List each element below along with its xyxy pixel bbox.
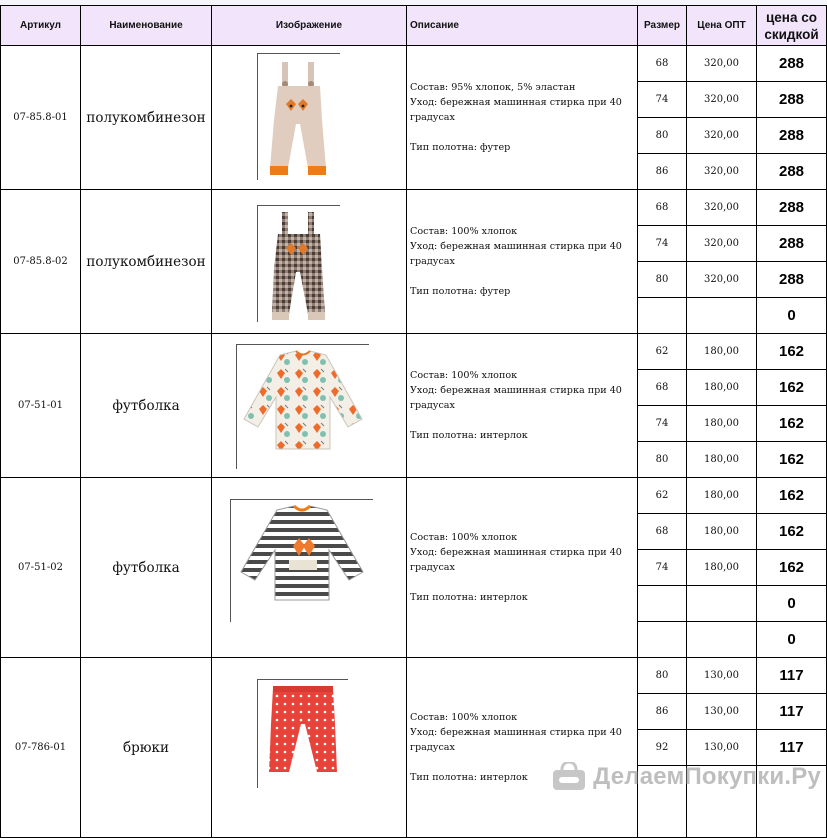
size-cell[interactable]: 68 [638,370,687,406]
description-line: Состав: 100% хлопок [410,712,518,723]
header-article[interactable]: Артикул [0,5,81,46]
beige-overalls-with-fox-image[interactable] [257,53,340,180]
product-image-cell[interactable] [212,658,407,838]
discount-price-cell[interactable]: 162 [757,478,827,514]
description-line: Тип полотна: интерлок [410,592,528,603]
description-cell[interactable] [407,658,638,838]
header-description[interactable]: Описание [407,5,638,46]
header-name[interactable]: Наименование [81,5,212,46]
article-cell[interactable]: 07-51-02 [0,478,81,658]
wholesale-price-cell[interactable]: 320,00 [687,82,757,118]
description-line: Состав: 100% хлопок [410,370,518,381]
wholesale-price-cell[interactable]: 180,00 [687,370,757,406]
discount-price-cell[interactable]: 162 [757,370,827,406]
plaid-overalls-with-fox-image[interactable] [257,205,340,322]
article-cell[interactable]: 07-51-01 [0,334,81,478]
wholesale-price-cell[interactable]: 180,00 [687,514,757,550]
description-line: Уход: бережная машинная стирка при 40 [410,385,622,396]
size-cell[interactable]: 80 [638,442,687,478]
size-cell[interactable] [638,298,687,334]
description-line: градусах [410,112,455,123]
description-cell[interactable] [407,478,638,658]
wholesale-price-cell[interactable]: 320,00 [687,262,757,298]
header-discount-price[interactable] [757,5,827,46]
wholesale-price-cell[interactable]: 130,00 [687,730,757,766]
description-line: Тип полотна: футер [410,142,511,153]
description-line: градусах [410,256,455,267]
description-line: Уход: бережная машинная стирка при 40 [410,97,622,108]
wholesale-price-cell[interactable]: 320,00 [687,154,757,190]
wholesale-price-cell[interactable] [687,586,757,622]
size-cell[interactable]: 80 [638,118,687,154]
description-gap [410,269,637,284]
red-polka-dot-pants-image[interactable] [257,679,348,788]
size-cell[interactable]: 86 [638,694,687,730]
discount-price-cell[interactable]: 162 [757,514,827,550]
product-name-cell[interactable]: брюки [81,658,212,838]
wholesale-price-cell[interactable]: 320,00 [687,190,757,226]
discount-price-cell[interactable]: 288 [757,118,827,154]
header-discount-line2: скидкой [764,26,819,42]
discount-price-cell[interactable]: 162 [757,442,827,478]
size-cell[interactable]: 68 [638,190,687,226]
discount-price-cell[interactable]: 0 [757,622,827,658]
wholesale-price-cell[interactable] [687,622,757,658]
header-image[interactable]: Изображение [212,5,407,46]
wholesale-price-cell[interactable]: 180,00 [687,550,757,586]
wholesale-price-cell[interactable]: 180,00 [687,478,757,514]
description-line: Уход: бережная машинная стирка при 40 [410,241,622,252]
wholesale-price-cell[interactable]: 320,00 [687,118,757,154]
product-image-cell[interactable] [212,46,407,190]
size-cell[interactable]: 86 [638,154,687,190]
wholesale-price-cell[interactable]: 130,00 [687,694,757,730]
description-line: градусах [410,742,455,753]
discount-price-cell[interactable]: 0 [757,586,827,622]
size-cell[interactable] [638,586,687,622]
plaid-overalls-with-fox-image-graphic [264,210,334,324]
discount-price-cell[interactable]: 288 [757,82,827,118]
wholesale-price-cell[interactable] [687,298,757,334]
discount-price-cell[interactable]: 162 [757,334,827,370]
product-name-cell[interactable]: полукомбинезон [81,46,212,190]
product-image-cell[interactable] [212,478,407,658]
description-line: Тип полотна: футер [410,286,511,297]
beige-overalls-with-fox-image-graphic [264,58,334,182]
description-line: Уход: бережная машинная стирка при 40 [410,727,622,738]
discount-price-cell[interactable]: 117 [757,694,827,730]
discount-price-cell[interactable]: 162 [757,550,827,586]
description-line: Состав: 95% хлопок, 5% эластан [410,82,576,93]
wholesale-price-cell[interactable]: 320,00 [687,226,757,262]
product-name-cell[interactable]: футболка [81,478,212,658]
fox-print-longsleeve-image[interactable] [236,344,369,469]
discount-price-cell[interactable]: 288 [757,226,827,262]
size-cell[interactable]: 80 [638,262,687,298]
description-cell[interactable] [407,190,638,334]
wholesale-price-cell[interactable]: 180,00 [687,334,757,370]
size-cell[interactable]: 74 [638,226,687,262]
size-cell[interactable]: 74 [638,406,687,442]
description-line: Тип полотна: интерлок [410,772,528,783]
description-line: градусах [410,400,455,411]
size-cell[interactable]: 92 [638,730,687,766]
article-cell[interactable]: 07-786-01 [0,658,81,838]
discount-price-cell[interactable]: 0 [757,298,827,334]
description-gap [410,575,637,590]
fox-print-longsleeve-image-graphic [238,349,368,453]
size-cell[interactable] [638,622,687,658]
discount-price-cell[interactable]: 288 [757,190,827,226]
discount-price-cell[interactable]: 117 [757,658,827,694]
header-discount-line1: цена со [766,9,817,25]
discount-price-cell[interactable]: 162 [757,406,827,442]
wholesale-price-cell[interactable]: 320,00 [687,46,757,82]
description-line: Состав: 100% хлопок [410,532,518,543]
striped-longsleeve-fox-image-graphic [237,504,367,604]
description-gap [410,413,637,428]
description-line: Состав: 100% хлопок [410,226,518,237]
header-size[interactable]: Размер [638,5,687,46]
discount-price-cell[interactable]: 288 [757,46,827,82]
striped-longsleeve-fox-image[interactable] [230,499,373,622]
wholesale-price-cell[interactable]: 180,00 [687,406,757,442]
header-price[interactable]: Цена ОПТ [687,5,757,46]
size-cell[interactable]: 80 [638,658,687,694]
watermark-text: ДелаемПокупки.Ру [593,763,821,790]
size-cell[interactable]: 62 [638,478,687,514]
watermark [551,762,821,792]
red-polka-dot-pants-image-graphic [265,684,341,780]
description-gap [410,125,637,140]
wholesale-price-cell[interactable]: 180,00 [687,442,757,478]
discount-price-cell[interactable]: 288 [757,154,827,190]
discount-price-cell[interactable]: 288 [757,262,827,298]
size-cell[interactable]: 74 [638,82,687,118]
wholesale-price-cell[interactable]: 130,00 [687,658,757,694]
article-cell[interactable]: 07-85.8-01 [0,46,81,190]
description-line: градусах [410,562,455,573]
description-line: Тип полотна: интерлок [410,430,528,441]
article-cell[interactable]: 07-85.8-02 [0,190,81,334]
product-image-cell[interactable] [212,190,407,334]
size-cell[interactable]: 68 [638,46,687,82]
product-image-cell[interactable] [212,334,407,478]
discount-price-cell[interactable]: 117 [757,730,827,766]
description-cell[interactable] [407,46,638,190]
description-cell[interactable] [407,334,638,478]
shopping-bag-icon [551,762,587,792]
size-cell[interactable]: 68 [638,514,687,550]
size-cell[interactable]: 62 [638,334,687,370]
product-name-cell[interactable]: футболка [81,334,212,478]
product-name-cell[interactable]: полукомбинезон [81,190,212,334]
size-cell[interactable]: 74 [638,550,687,586]
description-line: Уход: бережная машинная стирка при 40 [410,547,622,558]
